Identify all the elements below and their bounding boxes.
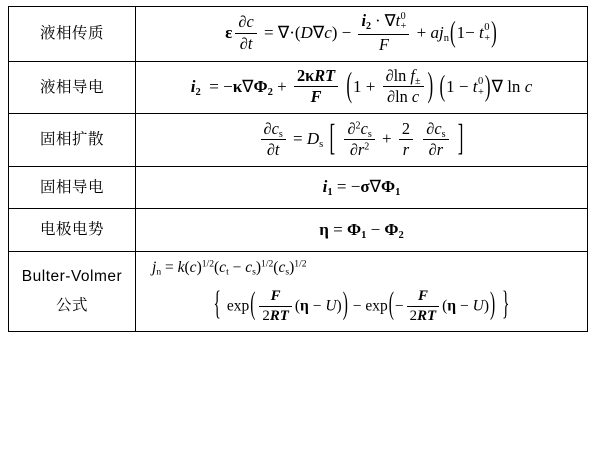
equation-content: $\eta = \Phi_1 - \Phi_2$ [319,219,404,241]
equation-content: ε $\frac{\partial c}{\partial t}$ = ∇·(D∇c) − $i_2 \cdot \nabla t$ 0 + F + $aj_n(1- t$ 0 + ) [225,11,497,54]
equation-line-1: $j_n = k(c)^{1/2}(c_t - c_s)^{1/2}(c_s)^{1/2}$ [152,258,307,278]
row-equation-liquid-mass-transfer [136,7,588,62]
table-row [9,209,588,251]
row-label-solid-diffusion: 固相扩散 [9,114,136,167]
row-label-butler-volmer: Bulter-Volmer 公式 [9,251,136,331]
table-row [9,166,588,208]
row-equation-electrode-potential [136,209,588,251]
equation-content [146,258,577,325]
row-equation-solid-diffusion [136,114,588,167]
row-equation-butler-volmer [136,251,588,331]
table-row [9,61,588,114]
table-row [9,114,588,167]
row-label-solid-conduction: 固相导电 [9,166,136,208]
equation-table [8,6,588,332]
equation-table-page [0,6,600,462]
equation-content: $\frac{\partial c_s}{\partial t}$ = $D_s$ [ $\frac{\partial^2c_s}{\partial r^2}$ + $\frac{2}{r}$ $\frac{\partial c_s}{\partial r}$ ] [258,129,466,148]
equation-content: $i_1 = -\sigma\nabla\Phi_1$ [322,177,401,199]
row-label-electrode-potential: 电极电势 [9,209,136,251]
table-row [9,7,588,62]
equation-line-2: { exp( $\frac{F}{2RT}$ (η − U)) − exp(− $\frac{F}{2RT}$ (η − U)) } [213,286,510,324]
equation-content: $i_2 = -\kappa\nabla\Phi_2$ + $\frac{\text{2κRT}}{F}$ (1 + $\frac{\partial\ln f_\pm}{\text{∂ln c}}$ ) (1 − t 0 + )∇ ln c [190,65,533,107]
row-equation-liquid-conduction [136,61,588,114]
table-row [9,251,588,331]
row-equation-solid-conduction [136,166,588,208]
row-label-liquid-conduction: 液相导电 [9,61,136,114]
row-label-liquid-mass-transfer: 液相传质 [9,7,136,62]
